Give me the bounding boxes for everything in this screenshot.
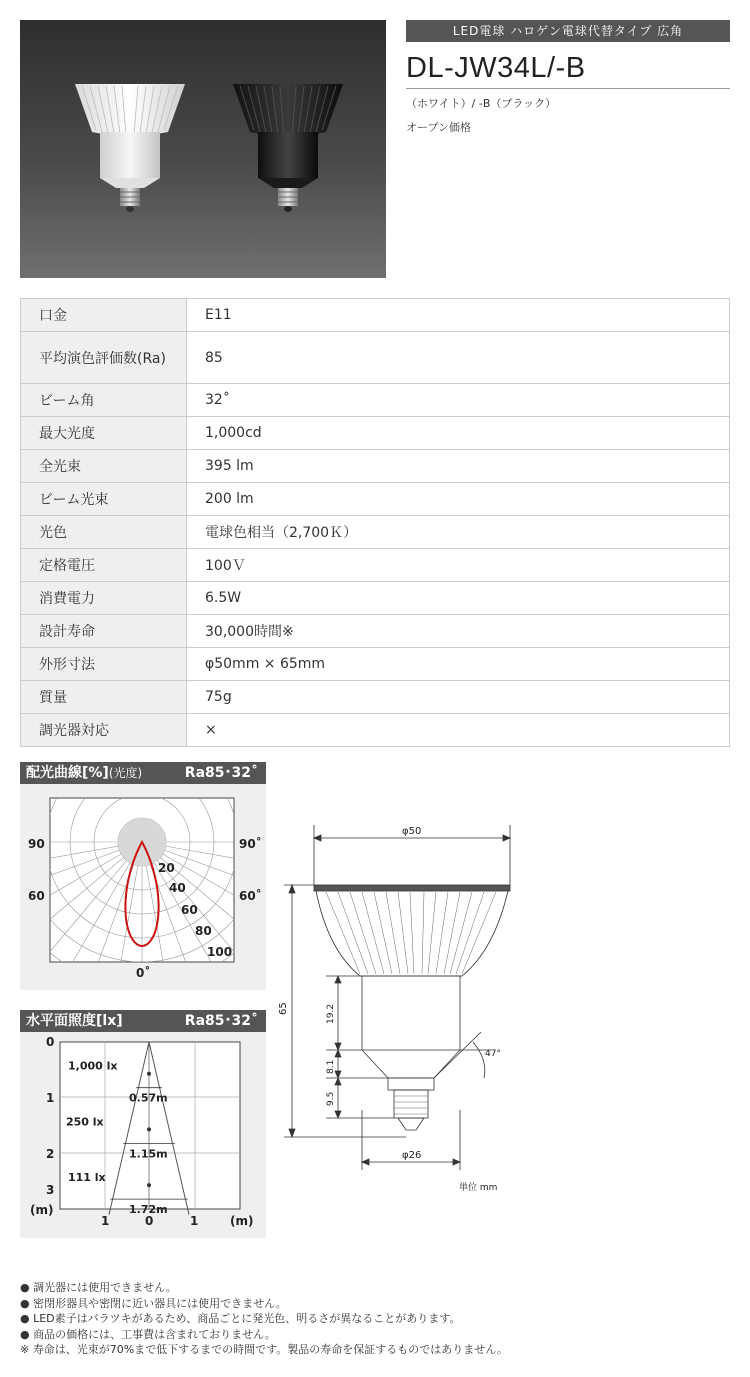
angle-label-right-60: 60˚: [239, 889, 262, 903]
spec-value: 6.5W: [187, 582, 730, 615]
spec-value: 電球色相当（2,700Ｋ）: [187, 516, 730, 549]
model-number: DL-JW34L/-B: [406, 52, 586, 84]
spec-label: 設計寿命: [21, 615, 187, 648]
dim-angle: 47°: [485, 1049, 501, 1059]
spec-row: [21, 582, 730, 615]
spec-row: [21, 384, 730, 417]
angle-label-left-60: 60: [28, 889, 45, 903]
spec-label: ビーム角: [21, 384, 187, 417]
spec-value: φ50mm × 65mm: [187, 648, 730, 681]
black-lamp: [233, 84, 343, 212]
spec-row: [21, 483, 730, 516]
spec-value: 100Ｖ: [187, 549, 730, 582]
y-unit: (m): [30, 1203, 54, 1217]
spec-table: [20, 298, 730, 747]
beam-width-label: 0.57m: [129, 1091, 168, 1105]
spec-label: 光色: [21, 516, 187, 549]
product-photo: [20, 20, 386, 278]
spec-value: 30,000時間※: [187, 615, 730, 648]
spec-row: [21, 681, 730, 714]
lux-label: 1,000 lx: [68, 1059, 118, 1073]
note-item: ● LED素子はバラツキがあるため、商品ごとに発光色、明るさが異なることがあります。: [20, 1312, 461, 1325]
spec-label: 平均演色評価数(Ra): [21, 332, 187, 384]
dim-neck: 19.2: [326, 1003, 336, 1024]
spec-label: 調光器対応: [21, 714, 187, 747]
spec-value: 1,000cd: [187, 417, 730, 450]
spec-row: [21, 299, 730, 332]
spec-value: 32˚: [187, 384, 730, 417]
angle-label-0: 0˚: [136, 966, 151, 980]
dim-height: 65: [278, 1002, 289, 1015]
spec-row: [21, 450, 730, 483]
spec-label: 定格電圧: [21, 549, 187, 582]
spec-label: 口金: [21, 299, 187, 332]
beam-point: [147, 1072, 151, 1076]
y-label-3: 3: [46, 1183, 55, 1197]
x-label-0: 0: [145, 1214, 154, 1228]
note-item: ※ 寿命は、光束が70%まで低下するまでの時間です。製品の寿命を保証するものではありません。: [20, 1343, 508, 1356]
title-divider: [406, 88, 730, 89]
angle-label-left-90: 90: [28, 837, 45, 851]
y-label-0: 0: [46, 1035, 55, 1049]
radial-label-20: 20: [158, 861, 175, 875]
spec-label: 全光束: [21, 450, 187, 483]
lux-label: 250 lx: [66, 1115, 104, 1129]
light-distribution-title: [20, 762, 266, 784]
spec-row: [21, 549, 730, 582]
illuminance-title-text: 水平面照度[lx]: [26, 1013, 123, 1029]
spec-row: [21, 516, 730, 549]
illuminance-title: [20, 1010, 266, 1032]
dim-base: 9.5: [326, 1091, 336, 1106]
illuminance-panel: [20, 1032, 266, 1238]
spec-row: [21, 615, 730, 648]
spec-row: [21, 714, 730, 747]
radial-label-80: 80: [195, 924, 212, 938]
note-item: ● 商品の価格には、工事費は含まれておりません。: [20, 1327, 276, 1341]
unit-label: 単位 mm: [459, 1183, 498, 1193]
note-item: ● 調光器には使用できません。: [20, 1281, 177, 1294]
x-label-left-1: 1: [101, 1214, 110, 1228]
y-label-2: 2: [46, 1147, 55, 1161]
light-distribution-panel: [20, 784, 266, 990]
y-label-1: 1: [46, 1091, 55, 1105]
radial-label-60: 60: [181, 903, 198, 917]
angle-label-right-90: 90˚: [239, 837, 262, 851]
radial-label-100: 100: [207, 945, 233, 959]
spec-value: E11: [187, 299, 730, 332]
spec-row: [21, 332, 730, 384]
illuminance-chart: [20, 1032, 266, 1238]
beam-point: [147, 1127, 151, 1131]
color-variants: （ホワイト）/ -B（ブラック）: [406, 97, 557, 110]
dim-cone: 8.1: [326, 1059, 336, 1074]
spec-label: 消費電力: [21, 582, 187, 615]
light-distribution-title-sub: (光度): [108, 766, 143, 780]
spec-row: [21, 648, 730, 681]
beam-width-label: 1.15m: [129, 1147, 168, 1161]
spec-value: 395 lm: [187, 450, 730, 483]
spec-label: 質量: [21, 681, 187, 714]
spec-value: 75g: [187, 681, 730, 714]
white-lamp: [75, 84, 185, 212]
lux-label: 111 lx: [68, 1171, 106, 1185]
dimension-drawing: [276, 810, 536, 1200]
price: オープン価格: [406, 121, 472, 134]
radial-label-40: 40: [169, 881, 186, 895]
x-label-right-1: 1: [190, 1214, 199, 1228]
beam-point: [147, 1183, 151, 1187]
light-distribution-title-text: 配光曲線[%]: [26, 765, 109, 781]
spec-value: 200 lm: [187, 483, 730, 516]
dim-bottom: φ26: [402, 1150, 422, 1161]
x-unit: (m): [230, 1214, 254, 1228]
spec-label: ビーム光束: [21, 483, 187, 516]
spec-value: ×: [187, 714, 730, 747]
light-distribution-spec: Ra85･32˚: [184, 765, 258, 781]
spec-value: 85: [187, 332, 730, 384]
spec-label: 外形寸法: [21, 648, 187, 681]
illuminance-spec: Ra85･32˚: [184, 1013, 258, 1029]
notes: [20, 1280, 508, 1358]
spec-row: [21, 417, 730, 450]
dim-top: φ50: [402, 826, 422, 837]
note-item: ● 密閉形器具や密閉に近い器具には使用できません。: [20, 1296, 287, 1310]
light-distribution-chart: [20, 784, 266, 990]
product-category: LED電球 ハロゲン電球代替タイプ 広角: [406, 20, 730, 42]
beam-width-label: 1.72m: [129, 1203, 168, 1217]
spec-label: 最大光度: [21, 417, 187, 450]
